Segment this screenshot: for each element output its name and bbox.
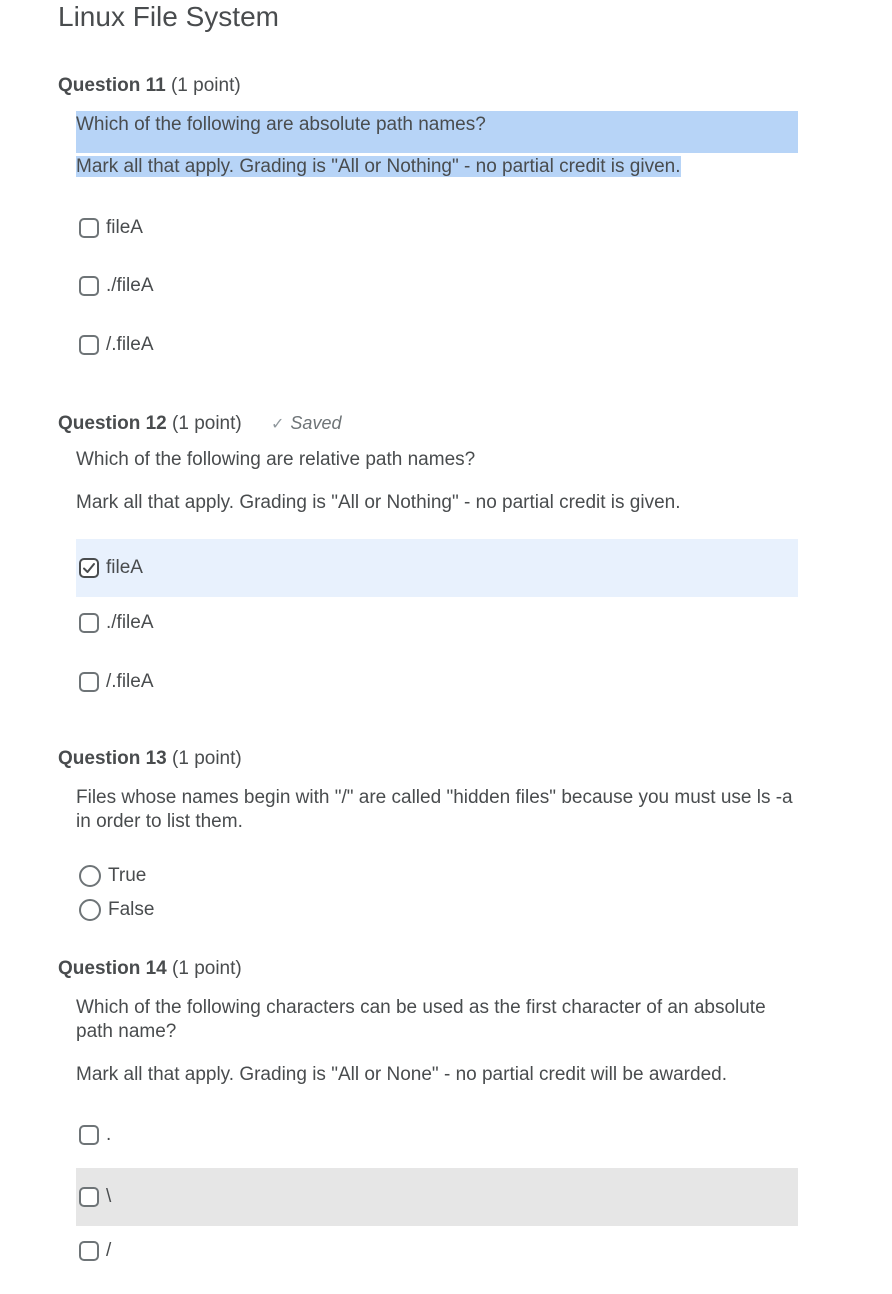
question-instruction	[76, 155, 798, 179]
option-label: /	[106, 1240, 112, 1261]
question-text: Which of the following are relative path names?	[76, 449, 476, 470]
checkbox-icon[interactable]	[79, 276, 99, 296]
q12-option-3[interactable]	[76, 653, 798, 711]
question-text: Which of the following are absolute path names?	[76, 114, 486, 135]
radio-icon[interactable]	[79, 899, 101, 921]
checkbox-icon[interactable]	[79, 1125, 99, 1145]
option-label: .	[106, 1124, 112, 1145]
q11-option-1[interactable]	[76, 199, 798, 257]
radio-icon[interactable]	[79, 865, 101, 887]
question-11-header	[58, 74, 241, 98]
q14-option-1[interactable]	[76, 1106, 798, 1164]
q11-option-3[interactable]	[76, 316, 798, 374]
q12-option-2[interactable]	[76, 594, 798, 652]
question-14-header	[58, 957, 242, 981]
saved-label: Saved	[290, 413, 342, 433]
checkbox-icon[interactable]	[79, 613, 99, 633]
page-title: Linux File System	[58, 1, 279, 32]
question-points: (1 point)	[172, 958, 242, 979]
instruction-selected-text: Mark all that apply. Grading is "All or Nothing" - no partial credit is given.	[76, 156, 681, 177]
question-number: Question 13	[58, 748, 167, 769]
option-label: False	[108, 899, 155, 920]
question-text: Files whose names begin with "/" are called "hidden files" because you must use ls -a in order to list them.	[76, 787, 793, 832]
question-13-header	[58, 747, 242, 771]
checkbox-icon[interactable]	[79, 1187, 99, 1207]
q14-option-2[interactable]	[76, 1168, 798, 1226]
option-label: fileA	[106, 557, 143, 578]
q13-option-false[interactable]	[76, 895, 154, 925]
q11-option-2[interactable]	[76, 257, 798, 315]
checkbox-icon[interactable]	[79, 672, 99, 692]
saved-status	[271, 411, 341, 437]
checkbox-icon[interactable]	[79, 218, 99, 238]
question-points: (1 point)	[172, 748, 242, 769]
question-number: Question 11	[58, 75, 166, 96]
q13-option-true[interactable]	[76, 861, 146, 891]
question-instruction: Mark all that apply. Grading is "All or Nothing" - no partial credit is given.	[76, 492, 681, 513]
checkbox-checked-icon[interactable]	[79, 558, 99, 578]
q12-option-1[interactable]	[76, 539, 798, 597]
question-instruction: Mark all that apply. Grading is "All or None" - no partial credit will be awarded.	[76, 1064, 727, 1085]
question-number: Question 14	[58, 958, 167, 979]
q14-option-3[interactable]	[76, 1222, 798, 1280]
option-label: ./fileA	[106, 612, 154, 633]
question-points: (1 point)	[170, 75, 241, 96]
option-label: fileA	[106, 217, 143, 238]
option-label: /.fileA	[106, 671, 154, 692]
checkbox-icon[interactable]	[79, 335, 99, 355]
question-text: Which of the following characters can be used as the first character of an absolute path name?	[76, 997, 766, 1042]
option-label: True	[108, 865, 147, 886]
option-label: \	[106, 1186, 112, 1207]
question-12-header	[58, 411, 341, 437]
question-points: (1 point)	[172, 413, 242, 434]
checkbox-icon[interactable]	[79, 1241, 99, 1261]
checkmark-icon: ✓	[271, 416, 285, 433]
option-label: ./fileA	[106, 275, 154, 296]
option-label: /.fileA	[106, 334, 154, 355]
question-number: Question 12	[58, 413, 167, 434]
